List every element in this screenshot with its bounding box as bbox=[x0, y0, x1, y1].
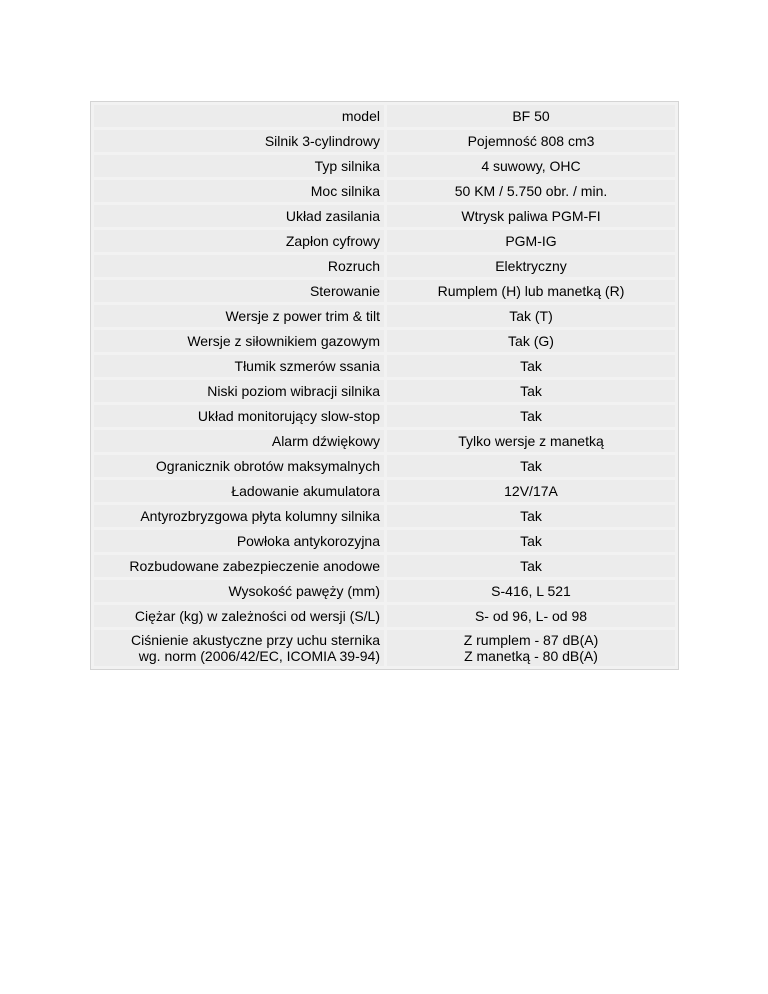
row-label: Tłumik szmerów ssania bbox=[94, 355, 384, 377]
table-row bbox=[94, 280, 675, 302]
row-label: Rozbudowane zabezpieczenie anodowe bbox=[94, 555, 384, 577]
row-label: Układ monitorujący slow-stop bbox=[94, 405, 384, 427]
row-value: S-416, L 521 bbox=[387, 580, 675, 602]
table-row bbox=[94, 530, 675, 552]
row-value: Rumplem (H) lub manetką (R) bbox=[387, 280, 675, 302]
table-row bbox=[94, 405, 675, 427]
table-row bbox=[94, 230, 675, 252]
row-value: 12V/17A bbox=[387, 480, 675, 502]
row-label: Ogranicznik obrotów maksymalnych bbox=[94, 455, 384, 477]
table-row bbox=[94, 505, 675, 527]
row-value: PGM-IG bbox=[387, 230, 675, 252]
row-value: S- od 96, L- od 98 bbox=[387, 605, 675, 627]
table-row bbox=[94, 105, 675, 127]
row-label: Wysokość pawęży (mm) bbox=[94, 580, 384, 602]
table-row-acoustic-pressure bbox=[94, 630, 675, 666]
row-label: Moc silnika bbox=[94, 180, 384, 202]
table-row bbox=[94, 380, 675, 402]
row-label: Silnik 3-cylindrowy bbox=[94, 130, 384, 152]
table-row bbox=[94, 305, 675, 327]
row-label: Rozruch bbox=[94, 255, 384, 277]
row-value: Tylko wersje z manetką bbox=[387, 430, 675, 452]
row-label: Niski poziom wibracji silnika bbox=[94, 380, 384, 402]
row-label: Typ silnika bbox=[94, 155, 384, 177]
table-row bbox=[94, 130, 675, 152]
table-row bbox=[94, 555, 675, 577]
table-row bbox=[94, 155, 675, 177]
row-label: Alarm dźwiękowy bbox=[94, 430, 384, 452]
spec-table bbox=[90, 101, 679, 670]
row-value: Tak bbox=[387, 380, 675, 402]
row-label: Wersje z power trim & tilt bbox=[94, 305, 384, 327]
table-row bbox=[94, 205, 675, 227]
row-value: 4 suwowy, OHC bbox=[387, 155, 675, 177]
table-row bbox=[94, 430, 675, 452]
table-row bbox=[94, 355, 675, 377]
row-value: Elektryczny bbox=[387, 255, 675, 277]
row-value: Tak bbox=[387, 355, 675, 377]
table-row bbox=[94, 330, 675, 352]
row-label: Antyrozbryzgowa płyta kolumny silnika bbox=[94, 505, 384, 527]
table-row bbox=[94, 605, 675, 627]
row-value: 50 KM / 5.750 obr. / min. bbox=[387, 180, 675, 202]
row-value: Tak bbox=[387, 455, 675, 477]
row-label: Powłoka antykorozyjna bbox=[94, 530, 384, 552]
row-value-line: Z rumplem - 87 dB(A) bbox=[463, 632, 599, 648]
row-label: Zapłon cyfrowy bbox=[94, 230, 384, 252]
table-row bbox=[94, 480, 675, 502]
row-label: Ładowanie akumulatora bbox=[94, 480, 384, 502]
row-value: Tak bbox=[387, 405, 675, 427]
row-value-line: Z manetką - 80 dB(A) bbox=[464, 648, 598, 664]
row-value: Pojemność 808 cm3 bbox=[387, 130, 675, 152]
table-row bbox=[94, 180, 675, 202]
spec-table-body bbox=[94, 105, 675, 666]
row-label: model bbox=[94, 105, 384, 127]
row-label-line: Ciśnienie akustyczne przy uchu sternika bbox=[130, 632, 380, 648]
table-row bbox=[94, 580, 675, 602]
row-value: Tak bbox=[387, 530, 675, 552]
row-value bbox=[387, 630, 675, 666]
row-value: Tak bbox=[387, 555, 675, 577]
row-value: Wtrysk paliwa PGM-FI bbox=[387, 205, 675, 227]
table-row bbox=[94, 255, 675, 277]
row-label: Ciężar (kg) w zależności od wersji (S/L) bbox=[94, 605, 384, 627]
row-value: Tak (T) bbox=[387, 305, 675, 327]
table-row bbox=[94, 455, 675, 477]
row-value: Tak bbox=[387, 505, 675, 527]
row-label-line: wg. norm (2006/42/EC, ICOMIA 39-94) bbox=[138, 648, 380, 664]
row-label: Wersje z siłownikiem gazowym bbox=[94, 330, 384, 352]
row-value: BF 50 bbox=[387, 105, 675, 127]
row-label: Sterowanie bbox=[94, 280, 384, 302]
row-label: Układ zasilania bbox=[94, 205, 384, 227]
row-label bbox=[94, 630, 384, 666]
row-value: Tak (G) bbox=[387, 330, 675, 352]
